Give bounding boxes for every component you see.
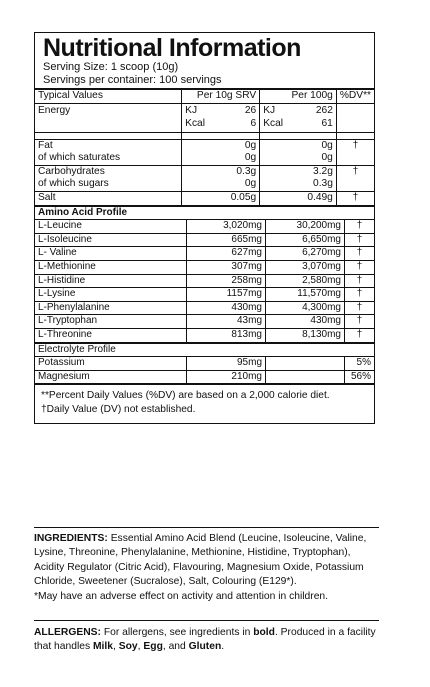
amino-row-srv: 3,020mg bbox=[187, 220, 266, 234]
energy-srv bbox=[182, 103, 260, 132]
amino-row-name: L-Lysine bbox=[35, 288, 187, 302]
kcal-unit: Kcal bbox=[185, 117, 205, 129]
amino-row-100g: 4,300mg bbox=[266, 301, 345, 315]
label-header bbox=[35, 33, 374, 86]
electrolyte-row-name: Magnesium bbox=[35, 370, 187, 383]
amino-row-dv: † bbox=[345, 247, 375, 261]
note-percent-dv: **Percent Daily Values (%DV) are based on a 2,000 calorie diet. bbox=[41, 390, 330, 402]
label-title: Nutritional Information bbox=[43, 34, 301, 62]
amino-row bbox=[35, 328, 374, 341]
amino-row-srv: 307mg bbox=[187, 260, 266, 274]
amino-row-srv: 430mg bbox=[187, 301, 266, 315]
allergen-comma: , bbox=[137, 641, 141, 653]
fat-dv: † bbox=[336, 139, 374, 165]
kj-unit: KJ bbox=[185, 104, 198, 116]
spacer-row bbox=[35, 132, 374, 139]
amino-row-100g: 6,650mg bbox=[266, 233, 345, 247]
amino-row-dv: † bbox=[345, 315, 375, 329]
electrolyte-row-100g bbox=[266, 370, 345, 383]
table-header-row bbox=[35, 89, 374, 103]
ingredients-block bbox=[34, 532, 379, 604]
allergens-text-1: For allergens, see ingredients in bbox=[103, 627, 251, 638]
amino-row-name: L- Valine bbox=[35, 247, 187, 261]
allergen-egg: Egg bbox=[143, 641, 163, 653]
electrolyte-row-srv: 210mg bbox=[187, 370, 266, 383]
salt-100g: 0.49g bbox=[260, 191, 337, 205]
amino-row-name: L-Phenylalanine bbox=[35, 301, 187, 315]
energy-dv bbox=[336, 103, 374, 132]
electrolyte-table bbox=[35, 342, 374, 384]
salt-label: Salt bbox=[35, 191, 182, 205]
amino-heading: Amino Acid Profile bbox=[35, 206, 374, 220]
electrolyte-row-dv: 5% bbox=[345, 357, 375, 371]
salt-srv: 0.05g bbox=[182, 191, 260, 205]
col-header-srv: Per 10g SRV bbox=[182, 89, 260, 103]
nutrition-table bbox=[35, 88, 374, 219]
salt-row bbox=[35, 191, 374, 205]
amino-row-srv: 627mg bbox=[187, 247, 266, 261]
amino-row-100g: 430mg bbox=[266, 315, 345, 329]
energy-label: Energy bbox=[35, 103, 182, 132]
kcal-unit: Kcal bbox=[263, 117, 284, 129]
col-header-dv: %DV** bbox=[336, 89, 374, 103]
electrolyte-row bbox=[35, 357, 374, 371]
amino-row-name: L-Methionine bbox=[35, 260, 187, 274]
amino-row-srv: 43mg bbox=[187, 315, 266, 329]
amino-row-dv: † bbox=[345, 301, 375, 315]
col-header-typical: Typical Values bbox=[35, 89, 182, 103]
kj-unit: KJ bbox=[263, 104, 276, 116]
note-dv-not-established: †Daily Value (DV) not established. bbox=[41, 404, 196, 416]
allergen-end: . bbox=[221, 641, 225, 653]
electrolyte-heading: Electrolyte Profile bbox=[35, 343, 374, 357]
srv-kj-value: 26 bbox=[244, 104, 257, 116]
allergen-soy: Soy bbox=[118, 641, 138, 653]
amino-row bbox=[35, 288, 374, 302]
amino-row-srv: 1157mg bbox=[187, 288, 266, 302]
electrolyte-row-dv: 56% bbox=[345, 370, 375, 383]
electrolyte-row-srv: 95mg bbox=[187, 357, 266, 371]
fat-100g: 0g 0g bbox=[260, 139, 337, 165]
amino-row-srv: 813mg bbox=[187, 328, 266, 341]
carbs-100g: 3.2g 0.3g bbox=[260, 165, 337, 191]
amino-row bbox=[35, 233, 374, 247]
carbs-label: Carbohydrates of which sugars bbox=[35, 165, 182, 191]
serving-size: Serving Size: 1 scoop (10g) bbox=[43, 61, 179, 73]
energy-row bbox=[35, 103, 374, 132]
amino-row bbox=[35, 274, 374, 288]
allergens-block bbox=[34, 626, 379, 655]
amino-row-100g: 8,130mg bbox=[266, 328, 345, 341]
amino-row-name: L-Threonine bbox=[35, 328, 187, 341]
amino-row-name: L-Tryptophan bbox=[35, 315, 187, 329]
amino-row-dv: † bbox=[345, 233, 375, 247]
amino-row-dv: † bbox=[345, 260, 375, 274]
amino-row-100g: 2,580mg bbox=[266, 274, 345, 288]
amino-table bbox=[35, 219, 374, 341]
allergens-bold-word: bold bbox=[253, 627, 275, 638]
amino-row-dv: † bbox=[345, 328, 375, 341]
divider-top bbox=[34, 527, 379, 528]
allergen-comma: , bbox=[113, 641, 116, 653]
g100-kj-value: 262 bbox=[315, 104, 333, 116]
amino-row bbox=[35, 220, 374, 234]
ingredients-text: Essential Amino Acid Blend (Leucine, Isoleucine, Valine, Lysine, Threonine, Phenylalanine, Methionine, Histidine, Tryptophan), Acidity Regulator (Citric Acid), Flavouring, Magnesium Oxide, Potassium Chloride, Sweetener (Sucralose), Salt, Colouring (E129*). bbox=[34, 533, 367, 588]
amino-row-srv: 665mg bbox=[187, 233, 266, 247]
amino-row bbox=[35, 260, 374, 274]
amino-row bbox=[35, 301, 374, 315]
allergen-and: , and bbox=[162, 641, 186, 653]
amino-row-name: L-Leucine bbox=[35, 220, 187, 234]
nutrition-label bbox=[34, 32, 375, 424]
electrolyte-heading-row bbox=[35, 343, 374, 357]
amino-row-dv: † bbox=[345, 220, 375, 234]
amino-row-name: L-Histidine bbox=[35, 274, 187, 288]
carbs-dv: † bbox=[336, 165, 374, 191]
amino-heading-row bbox=[35, 206, 374, 220]
amino-row bbox=[35, 315, 374, 329]
salt-dv: † bbox=[336, 191, 374, 205]
electrolyte-row bbox=[35, 370, 374, 383]
allergen-milk: Milk bbox=[92, 641, 114, 653]
amino-row-srv: 258mg bbox=[187, 274, 266, 288]
energy-100g bbox=[260, 103, 337, 132]
srv-kcal-value: 6 bbox=[250, 117, 257, 129]
amino-row bbox=[35, 247, 374, 261]
amino-row-100g: 6,270mg bbox=[266, 247, 345, 261]
divider-bottom bbox=[34, 620, 379, 621]
amino-row-dv: † bbox=[345, 274, 375, 288]
fat-row bbox=[35, 139, 374, 165]
servings-per-container: Servings per container: 100 servings bbox=[43, 73, 222, 86]
g100-kcal-value: 61 bbox=[321, 117, 333, 129]
electrolyte-row-name: Potassium bbox=[35, 357, 187, 371]
carbs-srv: 0.3g 0g bbox=[182, 165, 260, 191]
electrolyte-row-100g bbox=[266, 357, 345, 371]
allergens-text-2: . Produced in a facility that handles bbox=[34, 627, 376, 653]
allergen-gluten: Gluten bbox=[188, 641, 222, 653]
label-notes bbox=[35, 383, 374, 417]
carbs-row bbox=[35, 165, 374, 191]
col-header-100g: Per 100g bbox=[260, 89, 337, 103]
ingredients-heading: INGREDIENTS: bbox=[34, 533, 108, 544]
allergens-heading: ALLERGENS: bbox=[34, 627, 101, 638]
fat-srv: 0g 0g bbox=[182, 139, 260, 165]
amino-row-name: L-Isoleucine bbox=[35, 233, 187, 247]
fat-label: Fat of which saturates bbox=[35, 139, 182, 165]
amino-row-dv: † bbox=[345, 288, 375, 302]
ingredients-warning: *May have an adverse effect on activity and attention in children. bbox=[34, 590, 329, 602]
amino-row-100g: 30,200mg bbox=[266, 220, 345, 234]
amino-row-100g: 11,570mg bbox=[266, 288, 345, 302]
amino-row-100g: 3,070mg bbox=[266, 260, 345, 274]
